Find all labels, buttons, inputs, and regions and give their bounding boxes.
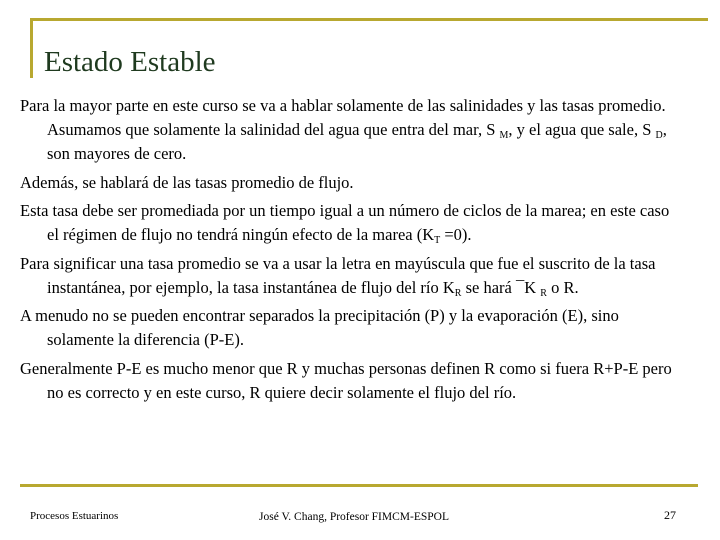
page-number: 27 — [664, 508, 676, 522]
footer-rule — [20, 484, 698, 487]
paragraph-salinities: Para la mayor parte en este curso se va a hablar solamente de las salinidades y las tasas promedio. Asumamos que solamente la salinidad del agua que entra del mar, S $_M$, y el agua que sale, S $_D$, son mayores de cero. — [20, 96, 667, 163]
subscript-r: R — [454, 287, 462, 299]
paragraph-river-flow: Generalmente P-E es mucho menor que R y muchas personas definen R como si fuera R+P-E pero no es correcto y en este curso, R quiere decir solamente el flujo del río. — [20, 358, 672, 402]
paragraph-precip-evap: A menudo no se pueden encontrar separados la precipitación (P) y la evaporación (E), sino solamente la diferencia (P-E). — [20, 306, 619, 349]
slide-body — [20, 94, 680, 409]
subscript-t: T — [434, 235, 441, 246]
footer-author: José V. Chang, Profesor FIMCM-ESPOL — [259, 511, 449, 523]
subscript-m: M — [499, 130, 509, 141]
paragraph-notation: Para significar una tasa promedio se va a usar la letra en mayúscula que fue el suscrito de la tasa instantánea, por ejemplo, la tasa instantánea de flujo del río $K_R$ se hará ¯K $_R$ o R. — [20, 253, 656, 299]
subscript-d: D — [655, 130, 663, 141]
frame-top-rule — [30, 18, 708, 21]
slide-title: Estado Estable — [44, 46, 216, 78]
paragraph-flow-rates: Además, se hablará de las tasas promedio de flujo. — [20, 172, 354, 192]
footer-course: Procesos Estuarinos — [30, 510, 119, 522]
frame-left-rule — [30, 18, 33, 78]
subscript-r-bar: R — [540, 287, 547, 299]
paragraph-tidal-average: Esta tasa debe ser promediada por un tiempo igual a un número de ciclos de la marea; en este caso el régimen de flujo no tendrá ningún efecto de la marea $(K_T =0)$. — [20, 201, 670, 246]
